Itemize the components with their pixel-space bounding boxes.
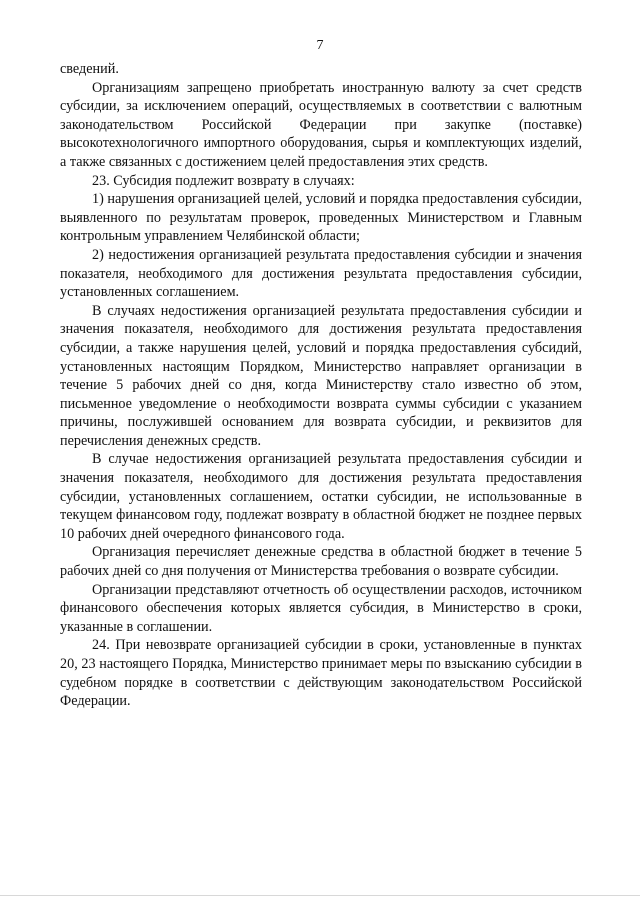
page-number: 7 xyxy=(316,38,324,53)
bottom-edge-line xyxy=(0,895,640,896)
paragraph-currency-restriction: Организациям запрещено приобретать иностранную валюту за счет средств субсидии, за исключением операций, осуществляемых в соответствии с валютным законодательством Российской Федерации при закупке (поставке) высокотехнологичного импортного оборудования, сырья и комплектующих изделий, а также связанных с достижением целей предоставления этих средств. xyxy=(60,79,582,170)
paragraph-reporting: Организации представляют отчетность об осуществлении расходов, источником финансового обеспечения которых является субсидия, в Министерство в сроки, указанные в соглашении. xyxy=(60,581,582,635)
paragraph-unused-balance: В случае недостижения организацией результата предоставления субсидии и значения показателя, необходимого для достижения результата предоставления субсидии, установленных соглашением, остатки субсидии, не использованные в текущем финансовом году, подлежат возврату в областной бюджет не позднее первых 10 рабочих дней очередного финансового года. xyxy=(60,451,582,542)
paragraph-item-23-2: 2) недостижения организацией результата предоставления субсидии и значения показателя, необходимого для достижения результата предоставления субсидии, установленных соглашением. xyxy=(60,246,582,301)
paragraph-item-23-1: 1) нарушения организацией целей, условий и порядка предоставления субсидии, выявленного по результатам проверок, проведенных Министерством и Главным контрольным управлением Челябинской области; xyxy=(60,191,582,245)
paragraph-return-notice: В случаях недостижения организацией результата предоставления субсидии и значения показателя, необходимого для достижения результата предоставления субсидии, а также нарушения целей, условий и порядка предоставления субсидий, установленных настоящим Порядком, Министерство направляет организации в течение 5 рабочих дней со дня, когда Министерству стало известно об этом, письменное уведомление о необходимости возврата суммы субсидии с указанием причины, послужившей основанием для возврата субсидии, и реквизитов для перечисления денежных средств. xyxy=(60,302,582,449)
paragraph-transfer-funds: Организация перечисляет денежные средства в областной бюджет в течение 5 рабочих дней со дня получения от Министерства требования о возврате субсидии. xyxy=(60,544,582,580)
paragraph-item-23: 23. Субсидия подлежит возврату в случаях: xyxy=(92,172,355,189)
document-body xyxy=(60,60,582,711)
paragraph-item-24: 24. При невозврате организацией субсидии в сроки, установленные в пунктах 20, 23 настоящего Порядка, Министерство принимает меры по взысканию субсидии в судебном порядке в соответствии с действующим законодательством Российской Федерации. xyxy=(60,637,582,710)
paragraph-continuation: сведений. xyxy=(60,61,119,77)
